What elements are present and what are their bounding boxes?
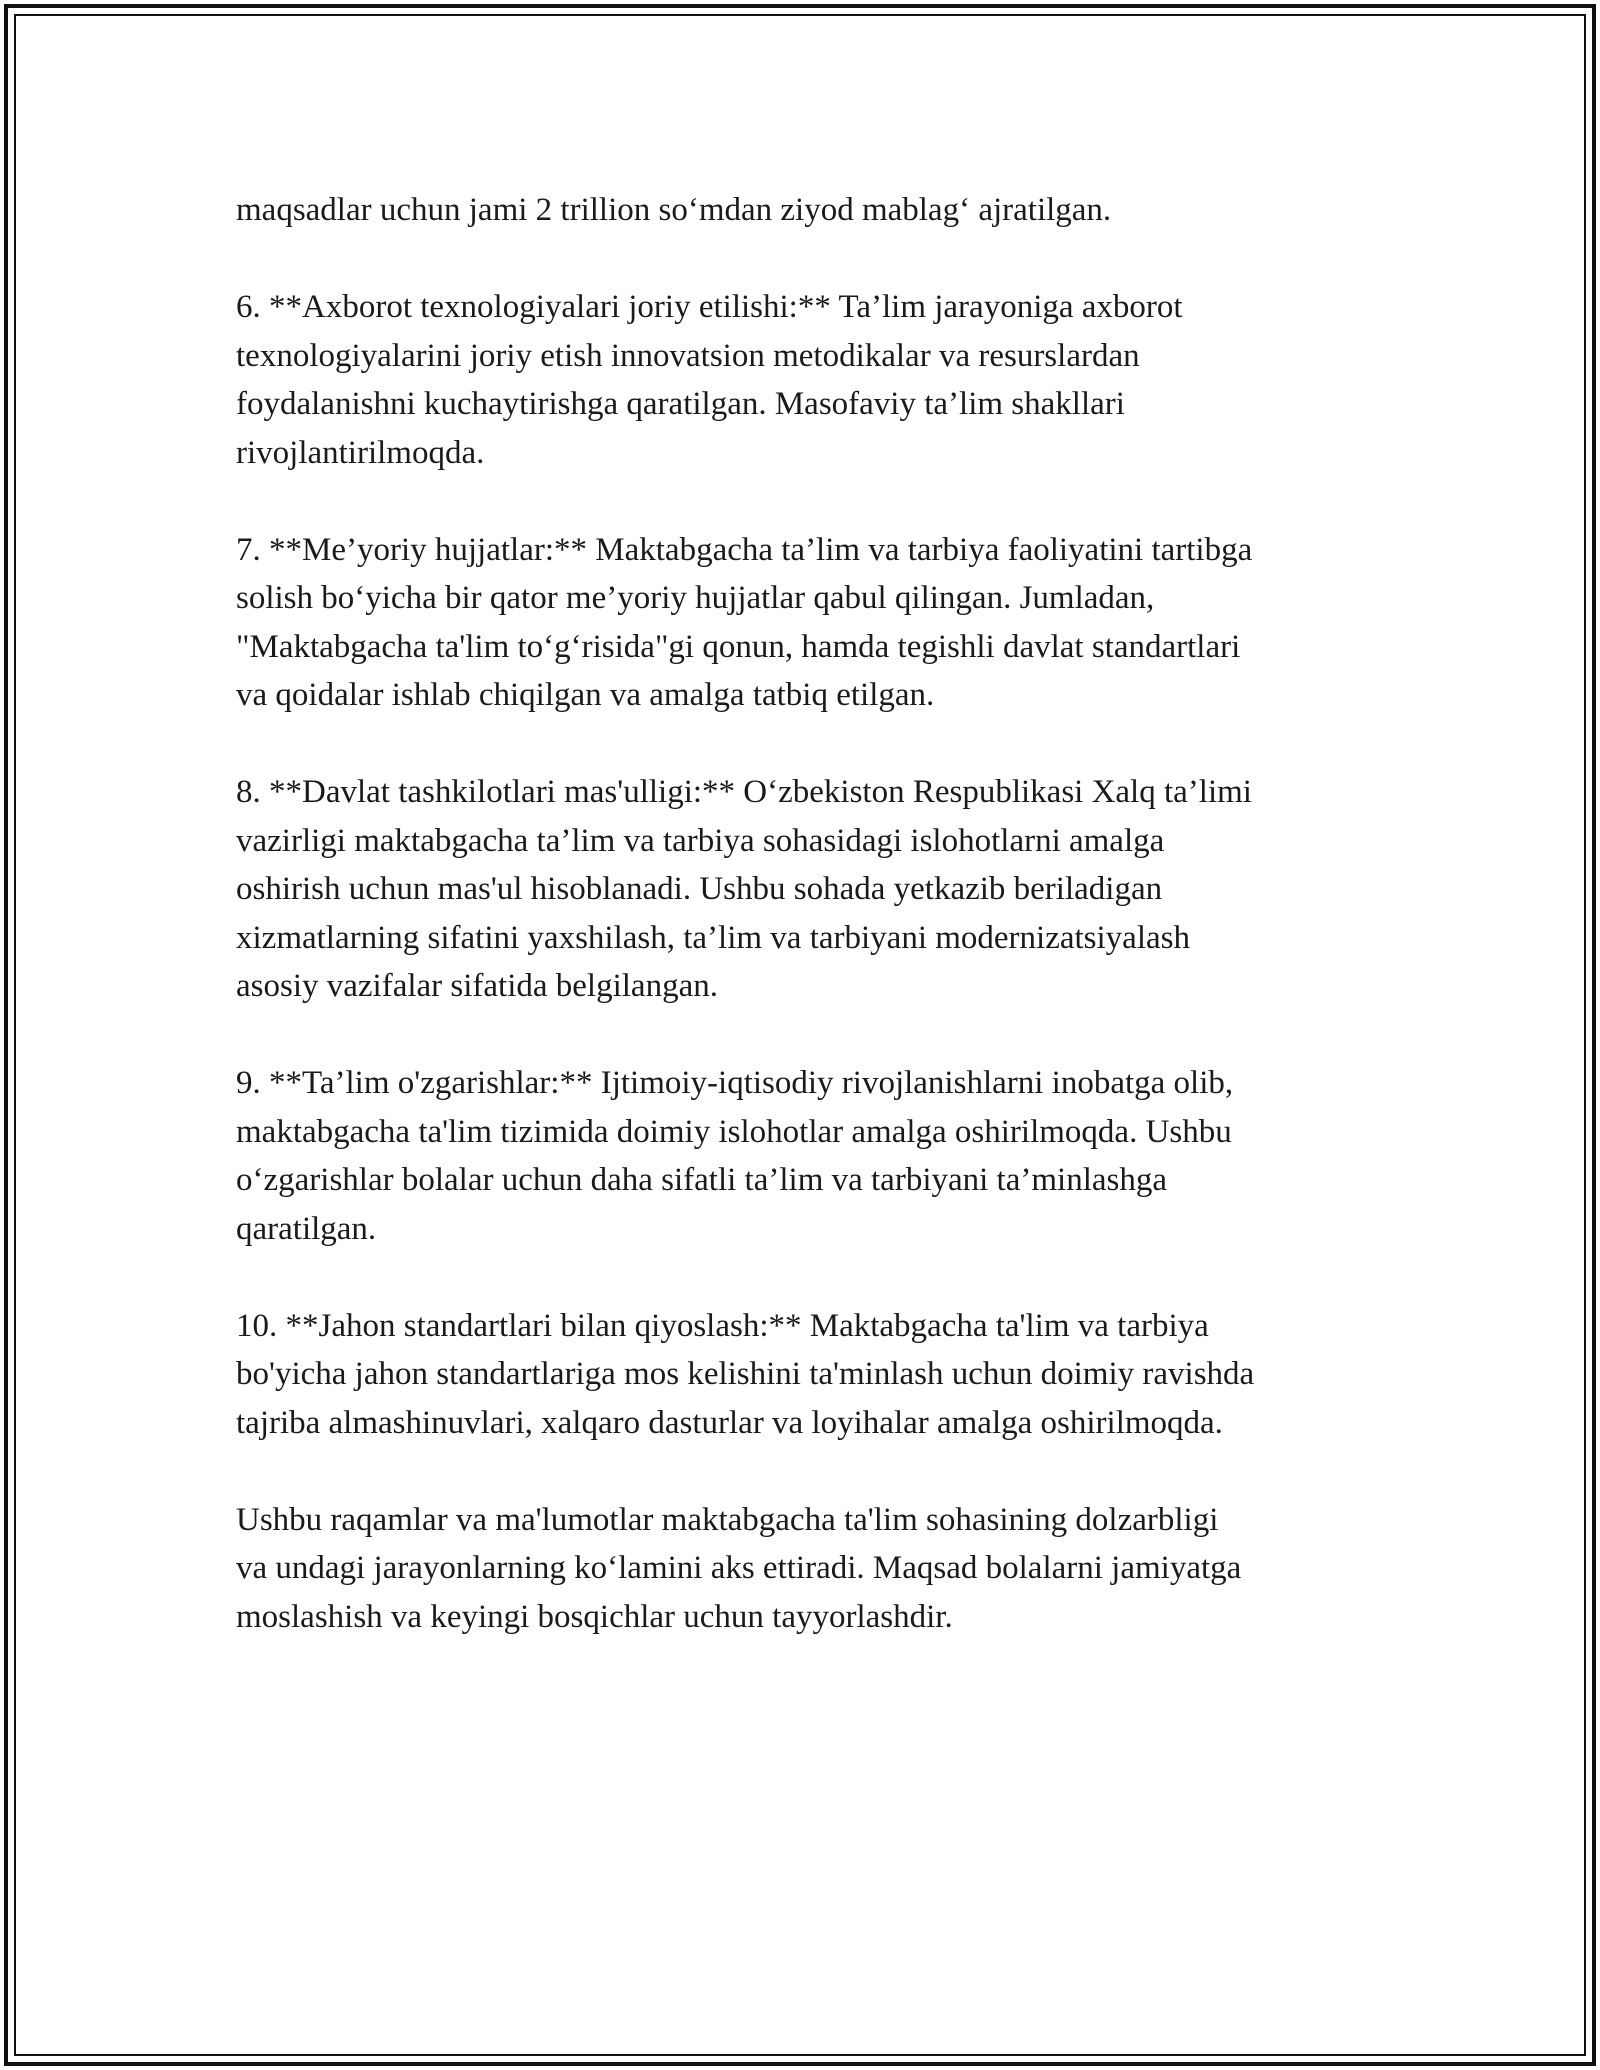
paragraph-item-7: 7. **Me’yoriy hujjatlar:** Maktabgacha ta’lim va tarbiya faoliyatini tartibga solish bo‘yicha bir qator me’yoriy hujjatlar qabul qilingan. Jumladan, "Maktabgacha ta'lim to‘g‘risida"gi qonun, hamda tegishli davlat standartlari va qoidalar ishlab chiqilgan va amalga tatbiq etilgan.: [236, 531, 1253, 713]
paragraph-intro-continuation: maqsadlar uchun jami 2 trillion so‘mdan ziyod mablag‘ ajratilgan.: [236, 192, 1112, 228]
paragraph-item-8: 8. **Davlat tashkilotlari mas'ulligi:** O‘zbekiston Respublikasi Xalq ta’limi vazirligi maktabgacha ta’lim va tarbiya sohasidagi islohotlarni amalga oshirish uchun mas'ul hisoblanadi. Ushbu sohada yetkazib beriladigan xizmatlarning sifatini yaxshilash, ta’lim va tarbiyani modernizatsiyalash asosiy vazifalar sifatida belgilangan.: [236, 774, 1252, 1004]
paragraph-item-10: 10. **Jahon standartlari bilan qiyoslash:** Maktabgacha ta'lim va tarbiya bo'yicha jahon standartlariga mos kelishini ta'minlash uchun doimiy ravishda tajriba almashinuvlari, xalqaro dasturlar va loyihalar amalga oshirilmoqda.: [236, 1307, 1255, 1441]
document-body: [236, 186, 1376, 1690]
paragraph-item-9: 9. **Ta’lim o'zgarishlar:** Ijtimoiy-iqtisodiy rivojlanishlarni inobatga olib, maktabgacha ta'lim tizimida doimiy islohotlar amalga oshirilmoqda. Ushbu o‘zgarishlar bolalar uchun daha sifatli ta’lim va tarbiyani ta’minlashga qaratilgan.: [236, 1065, 1234, 1247]
paragraph-conclusion: Ushbu raqamlar va ma'lumotlar maktabgacha ta'lim sohasining dolzarbligi va undagi jarayonlarning ko‘lamini aks ettiradi. Maqsad bolalarni jamiyatga moslashish va keyingi bosqichlar uchun tayyorlashdir.: [236, 1501, 1242, 1635]
paragraph-item-6: 6. **Axborot texnologiyalari joriy etilishi:** Ta’lim jarayoniga axborot texnologiyalarini joriy etish innovatsion metodikalar va resurslardan foydalanishni kuchaytirishga qaratilgan. Masofaviy ta’lim shakllari rivojlantirilmoqda.: [236, 289, 1183, 471]
